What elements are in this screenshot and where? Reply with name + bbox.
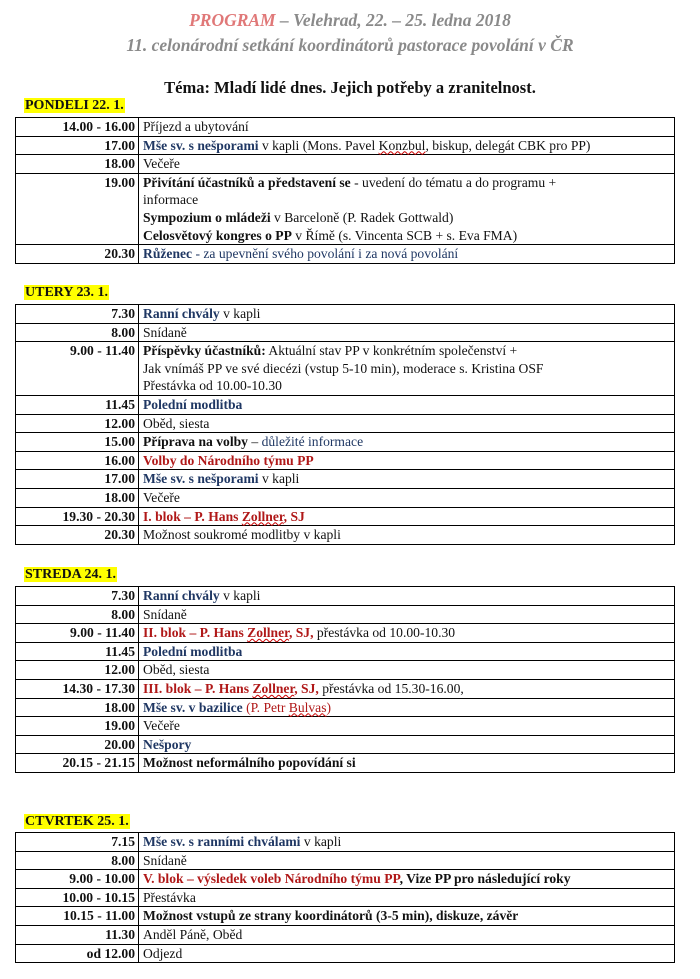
activity-cell bbox=[139, 605, 675, 624]
activity-text: ) bbox=[326, 699, 332, 715]
activity-text: Polední modlitba bbox=[143, 643, 243, 659]
activity-text: v kapli (Mons. Pavel bbox=[258, 137, 379, 153]
schedule-row bbox=[16, 526, 675, 545]
time-cell: 17.00 bbox=[16, 470, 139, 489]
activity-text: Možnost vstupů ze strany koordinátorů (3-5 min), diskuze, závěr bbox=[143, 908, 519, 924]
schedule-row bbox=[16, 605, 675, 624]
activity-text: Růženec bbox=[143, 246, 193, 262]
activity-cell bbox=[139, 470, 675, 489]
activity-text: Ranní chvály bbox=[143, 588, 220, 603]
time-cell: 7.30 bbox=[16, 587, 139, 606]
activity-text: v kapli bbox=[258, 471, 300, 487]
activity-text: Ranní chvály bbox=[143, 306, 220, 321]
activity-text: I. blok – P. Hans bbox=[143, 508, 242, 524]
day-schedule-table bbox=[15, 832, 675, 963]
schedule-row bbox=[16, 414, 675, 433]
activity-cell bbox=[139, 118, 675, 137]
activity-text: (P. Petr bbox=[242, 699, 289, 715]
activity-text: v kapli bbox=[300, 834, 342, 849]
activity-cell bbox=[139, 395, 675, 414]
activity-text: Jak vnímáš PP ve své diecézi (vstup 5-10 min), moderace s. Kristina OSF bbox=[143, 360, 544, 376]
program-place-date: – Velehrad, 22. – 25. ledna 2018 bbox=[275, 10, 511, 30]
activity-cell bbox=[139, 451, 675, 470]
time-cell: 11.30 bbox=[16, 925, 139, 944]
activity-text: Mše sv. v bazilice bbox=[143, 699, 243, 715]
activity-text: v kapli bbox=[219, 588, 261, 603]
activity-cell bbox=[139, 833, 675, 852]
schedule-row bbox=[16, 395, 675, 414]
schedule-row bbox=[16, 488, 675, 507]
time-cell: 17.00 bbox=[16, 136, 139, 155]
activity-text: přestávka od 10.00-10.30 bbox=[313, 625, 456, 641]
time-cell: 19.30 - 20.30 bbox=[16, 507, 139, 526]
schedule-row bbox=[16, 661, 675, 680]
activity-cell bbox=[139, 717, 675, 736]
time-cell: 14.00 - 16.00 bbox=[16, 118, 139, 137]
activity-text: Snídaně bbox=[143, 852, 187, 868]
schedule-row bbox=[16, 507, 675, 526]
activity-text: Polední modlitba bbox=[143, 396, 243, 412]
time-cell: 18.00 bbox=[16, 698, 139, 717]
activity-text: Přivítání účastníků a představení se bbox=[143, 174, 351, 190]
activity-cell bbox=[139, 245, 675, 264]
time-cell: 18.00 bbox=[16, 155, 139, 174]
activity-cell bbox=[139, 754, 675, 773]
time-cell: 20.30 bbox=[16, 526, 139, 545]
schedule-row bbox=[16, 851, 675, 870]
activity-cell bbox=[139, 888, 675, 907]
schedule-row bbox=[16, 451, 675, 470]
activity-text: Snídaně bbox=[143, 324, 187, 340]
time-cell: 9.00 - 11.40 bbox=[16, 342, 139, 396]
activity-text: Přestávka od 10.00-10.30 bbox=[143, 378, 282, 394]
time-cell: 8.00 bbox=[16, 851, 139, 870]
schedule-row bbox=[16, 118, 675, 137]
activity-text: informace bbox=[143, 192, 199, 208]
activity-text: Oběd, siesta bbox=[143, 415, 210, 431]
time-cell: 10.15 - 11.00 bbox=[16, 907, 139, 926]
activity-text: Přestávka bbox=[143, 889, 196, 905]
activity-cell bbox=[139, 624, 675, 643]
activity-text: Večeře bbox=[143, 489, 180, 505]
activity-text: Večeře bbox=[143, 156, 180, 172]
activity-cell bbox=[139, 526, 675, 545]
activity-cell bbox=[139, 136, 675, 155]
time-cell: 9.00 - 10.00 bbox=[16, 870, 139, 889]
activity-cell bbox=[139, 698, 675, 717]
time-cell: 18.00 bbox=[16, 488, 139, 507]
activity-text: Zollner bbox=[247, 625, 289, 641]
activity-cell bbox=[139, 507, 675, 526]
activity-cell bbox=[139, 488, 675, 507]
schedule-row bbox=[16, 245, 675, 264]
activity-text: Příspěvky účastníků: bbox=[143, 343, 266, 359]
activity-text: Možnost soukromé modlitby v kapli bbox=[143, 527, 341, 543]
activity-text: , Vize PP pro následující roky bbox=[399, 871, 571, 887]
activity-text: v Barceloně (P. Radek Gottwald) bbox=[270, 209, 454, 225]
time-cell: 7.30 bbox=[16, 305, 139, 324]
schedule-row bbox=[16, 342, 675, 396]
activity-text: - uvedení do tématu a do programu + bbox=[350, 174, 557, 190]
activity-cell bbox=[139, 907, 675, 926]
schedule-row bbox=[16, 305, 675, 324]
activity-text: Konzbul bbox=[378, 137, 426, 153]
activity-text: Možnost neformálního popovídání si bbox=[143, 755, 356, 771]
time-cell: 12.00 bbox=[16, 414, 139, 433]
activity-text: Volby do Národního týmu PP bbox=[143, 452, 314, 468]
time-cell: 8.00 bbox=[16, 605, 139, 624]
schedule-row bbox=[16, 944, 675, 963]
time-cell: 11.45 bbox=[16, 642, 139, 661]
activity-text: Odjezd bbox=[143, 945, 183, 961]
activity-text: , SJ bbox=[283, 508, 305, 524]
time-cell: 20.15 - 21.15 bbox=[16, 754, 139, 773]
schedule-row bbox=[16, 735, 675, 754]
activity-text: Snídaně bbox=[143, 606, 187, 622]
time-cell: od 12.00 bbox=[16, 944, 139, 963]
activity-cell bbox=[139, 433, 675, 452]
time-cell: 10.00 - 10.15 bbox=[16, 888, 139, 907]
activity-cell bbox=[139, 679, 675, 698]
theme-heading: Téma: Mladí lidé dnes. Jejich potřeby a zranitelnost. bbox=[164, 78, 536, 97]
activity-text: Mše sv. s ranními chválami bbox=[143, 834, 301, 849]
activity-text: Sympozium o mládeži bbox=[143, 209, 271, 225]
activity-cell bbox=[139, 305, 675, 324]
activity-text: Bulvas bbox=[288, 699, 327, 715]
activity-cell bbox=[139, 925, 675, 944]
schedule-row bbox=[16, 698, 675, 717]
time-cell: 8.00 bbox=[16, 323, 139, 342]
day-schedule-table bbox=[15, 117, 675, 264]
activity-text: - za upevnění svého povolání i za nová povolání bbox=[192, 246, 459, 262]
activity-text: Příprava na volby bbox=[143, 434, 248, 450]
activity-cell bbox=[139, 944, 675, 963]
schedule-row bbox=[16, 323, 675, 342]
activity-cell bbox=[139, 342, 675, 396]
activity-text: Anděl Páně, Oběd bbox=[143, 926, 243, 942]
schedule-row bbox=[16, 624, 675, 643]
schedule-row bbox=[16, 925, 675, 944]
schedule-row bbox=[16, 679, 675, 698]
schedule-row bbox=[16, 870, 675, 889]
activity-cell bbox=[139, 587, 675, 606]
activity-cell bbox=[139, 870, 675, 889]
time-cell: 11.45 bbox=[16, 395, 139, 414]
activity-text: , SJ, bbox=[294, 680, 319, 696]
program-title bbox=[0, 10, 700, 31]
activity-text: Nešpory bbox=[143, 736, 192, 752]
activity-text: důležité informace bbox=[261, 434, 364, 450]
activity-text: Příjezd a ubytování bbox=[143, 119, 249, 134]
activity-text: V. blok – výsledek voleb Národního týmu PP bbox=[143, 871, 400, 887]
activity-cell bbox=[139, 414, 675, 433]
activity-cell bbox=[139, 735, 675, 754]
day-schedule-table bbox=[15, 304, 675, 545]
schedule-row bbox=[16, 907, 675, 926]
schedule-row bbox=[16, 833, 675, 852]
activity-cell bbox=[139, 661, 675, 680]
schedule-row bbox=[16, 587, 675, 606]
activity-text: Večeře bbox=[143, 718, 180, 734]
time-cell: 12.00 bbox=[16, 661, 139, 680]
schedule-row bbox=[16, 155, 675, 174]
time-cell: 9.00 - 11.40 bbox=[16, 624, 139, 643]
activity-cell bbox=[139, 155, 675, 174]
schedule-row bbox=[16, 136, 675, 155]
activity-text: Mše sv. s nešporami bbox=[143, 137, 259, 153]
activity-text: Zollner bbox=[252, 680, 295, 696]
activity-text: Zollner bbox=[241, 508, 284, 524]
day-label: UTERY 23. 1. bbox=[25, 285, 108, 300]
time-cell: 14.30 - 17.30 bbox=[16, 679, 139, 698]
time-cell: 20.00 bbox=[16, 735, 139, 754]
activity-text: Celosvětový kongres o PP bbox=[143, 227, 292, 243]
activity-cell bbox=[139, 851, 675, 870]
activity-text: Oběd, siesta bbox=[143, 662, 210, 678]
schedule-row bbox=[16, 754, 675, 773]
activity-text: přestávka od 15.30-16.00, bbox=[318, 680, 464, 696]
activity-cell bbox=[139, 323, 675, 342]
time-cell: 20.30 bbox=[16, 245, 139, 264]
time-cell: 15.00 bbox=[16, 433, 139, 452]
time-cell: 19.00 bbox=[16, 717, 139, 736]
schedule-row bbox=[16, 717, 675, 736]
schedule-row bbox=[16, 642, 675, 661]
program-subtitle: 11. celonárodní setkání koordinátorů pastorace povolání v ČR bbox=[126, 35, 574, 55]
activity-text: – bbox=[247, 434, 262, 450]
schedule-row bbox=[16, 433, 675, 452]
day-label: PONDELI 22. 1. bbox=[25, 98, 124, 113]
time-cell: 7.15 bbox=[16, 833, 139, 852]
schedule-row bbox=[16, 470, 675, 489]
day-label: CTVRTEK 25. 1. bbox=[25, 814, 129, 829]
activity-text: Aktuální stav PP v konkrétním společenství + bbox=[265, 343, 518, 359]
activity-text: II. blok – P. Hans bbox=[143, 625, 248, 641]
activity-text: III. blok – P. Hans bbox=[143, 680, 253, 696]
time-cell: 19.00 bbox=[16, 173, 139, 244]
activity-text: Mše sv. s nešporami bbox=[143, 471, 259, 487]
activity-cell bbox=[139, 173, 675, 244]
day-schedule-table bbox=[15, 586, 675, 773]
activity-text: v Římě (s. Vincenta SCB + s. Eva FMA) bbox=[291, 227, 518, 243]
schedule-row bbox=[16, 173, 675, 244]
activity-text: , SJ, bbox=[288, 625, 314, 641]
program-word: PROGRAM bbox=[189, 10, 276, 30]
activity-text: v kapli bbox=[219, 306, 261, 321]
activity-cell bbox=[139, 642, 675, 661]
time-cell: 16.00 bbox=[16, 451, 139, 470]
day-label: STREDA 24. 1. bbox=[25, 567, 117, 582]
activity-text: , biskup, delegát CBK pro PP) bbox=[425, 137, 591, 153]
schedule-row bbox=[16, 888, 675, 907]
